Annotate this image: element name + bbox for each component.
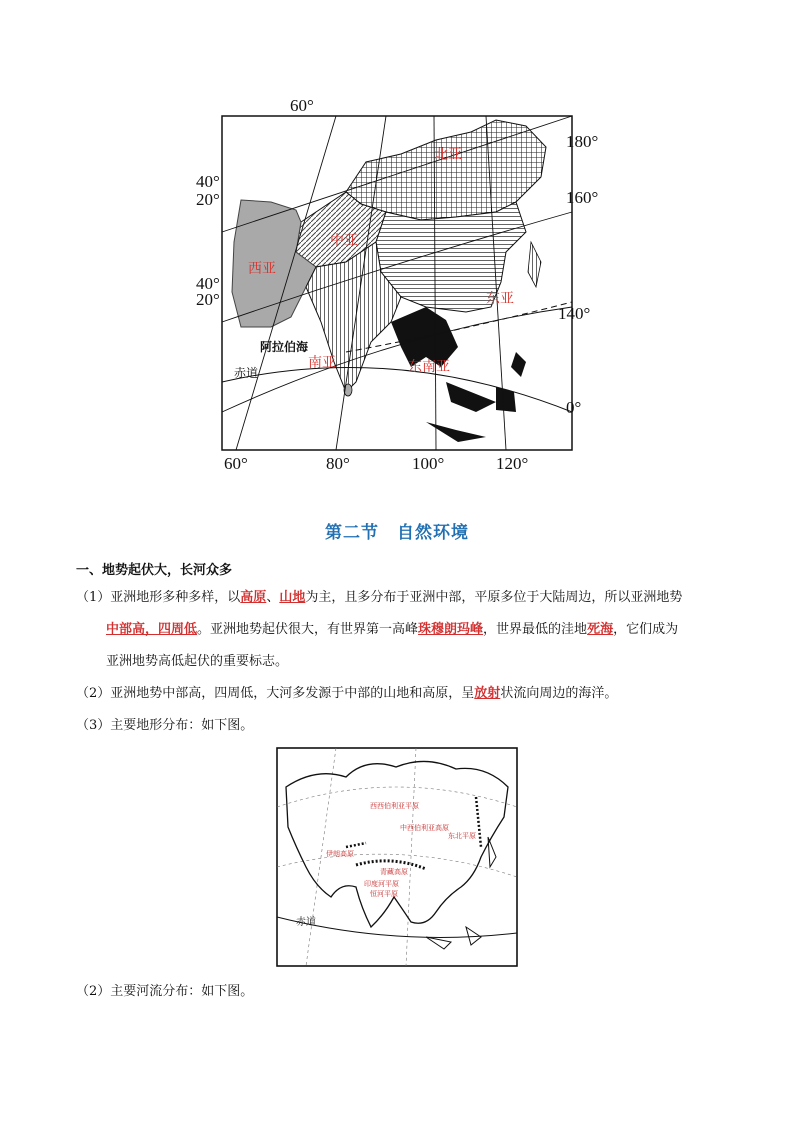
- paragraph-1-text-e: ，世界最低的洼地: [483, 622, 588, 637]
- paragraph-1-number: （1）: [76, 590, 111, 605]
- paragraph-1-line-1: [76, 588, 682, 608]
- region-label-west-asia: 西亚: [248, 261, 276, 277]
- keyword-dead-sea: 死海: [587, 622, 614, 637]
- asia-regions-map: [196, 92, 606, 482]
- label-tibetan-plateau: 青藏高原: [380, 868, 408, 876]
- region-label-south-asia: 南亚: [308, 355, 336, 371]
- paragraph-2-text-b: 状流向周边的海洋。: [500, 686, 618, 701]
- keyword-radial: 放射: [474, 686, 501, 701]
- map2-equator-label: 赤道: [296, 917, 316, 928]
- lon-label-140: 140°: [558, 304, 591, 323]
- lat-label-20-upper: 20°: [196, 190, 220, 209]
- keyword-mountains: 山地: [279, 590, 306, 605]
- lon-label-160: 160°: [566, 188, 599, 207]
- paragraph-2-number: （2）: [76, 686, 111, 701]
- region-label-central-asia: 中亚: [330, 233, 358, 249]
- equator-label: 赤道: [234, 366, 259, 380]
- lat-label-40-upper: 40°: [196, 172, 220, 191]
- label-iranian-plateau: 伊朗高原: [326, 850, 354, 858]
- paragraph-4-number: （2）: [76, 984, 111, 999]
- paragraph-2: [76, 684, 617, 704]
- lon-label-80: 80°: [326, 454, 350, 473]
- arabian-sea-label: 阿拉伯海: [260, 340, 309, 354]
- region-label-southeast-asia: 东南亚: [408, 359, 450, 375]
- region-label-east-asia: 东亚: [486, 291, 514, 307]
- paragraph-1-line-2: [106, 620, 678, 640]
- lat-label-40-lower: 40°: [196, 274, 220, 293]
- paragraph-1-text-d: 。亚洲地势起伏很大，有世界第一高峰: [197, 622, 419, 637]
- region-label-north-asia: 北亚: [434, 147, 462, 163]
- paragraph-1-text-a: 亚洲地形多种多样，以: [110, 590, 241, 605]
- label-central-siberian-plateau: 中西伯利亚高原: [400, 824, 449, 832]
- label-ganges-plain: 恒河平原: [370, 890, 398, 898]
- lon-label-60-top: 60°: [290, 96, 314, 115]
- asia-landforms-map-graphic: [276, 747, 518, 967]
- keyword-plateau: 高原: [240, 590, 267, 605]
- paragraph-3-number: （3）: [76, 718, 111, 733]
- lon-label-100: 100°: [412, 454, 445, 473]
- lat-label-0: 0°: [566, 398, 582, 417]
- section-heading: 一、地势起伏大，长河众多: [76, 563, 233, 578]
- label-indus-plain: 印度河平原: [364, 880, 399, 888]
- lon-label-120: 120°: [496, 454, 529, 473]
- paragraph-1-text-b: 、: [266, 590, 280, 605]
- keyword-terrain: 中部高，四周低: [106, 622, 198, 637]
- section-title: 第二节 自然环境: [325, 523, 469, 543]
- paragraph-1-line-3: 亚洲地势高低起伏的重要标志。: [106, 654, 289, 669]
- lon-label-180: 180°: [566, 132, 599, 151]
- paragraph-4: [76, 982, 253, 1002]
- asia-regions-map-graphic: [196, 92, 606, 482]
- paragraph-1-text-c: 为主，且多分布于亚洲中部，平原多位于大陆周边，所以亚洲地势: [305, 590, 683, 605]
- paragraph-2-text-a: 亚洲地势中部高，四周低，大河多发源于中部的山地和高原，呈: [110, 686, 475, 701]
- paragraph-1-text-f: ，它们成为: [613, 622, 679, 637]
- label-west-siberian-plain: 西西伯利亚平原: [370, 802, 419, 810]
- keyword-everest: 珠穆朗玛峰: [418, 622, 484, 637]
- asia-landforms-map: [276, 747, 518, 967]
- paragraph-4-text: 主要河流分布：如下图。: [110, 984, 254, 999]
- lat-label-20-lower: 20°: [196, 290, 220, 309]
- paragraph-3: [76, 716, 253, 736]
- paragraph-3-text: 主要地形分布：如下图。: [110, 718, 254, 733]
- lon-label-60-bottom: 60°: [224, 454, 248, 473]
- label-northeast-plain: 东北平原: [448, 832, 476, 840]
